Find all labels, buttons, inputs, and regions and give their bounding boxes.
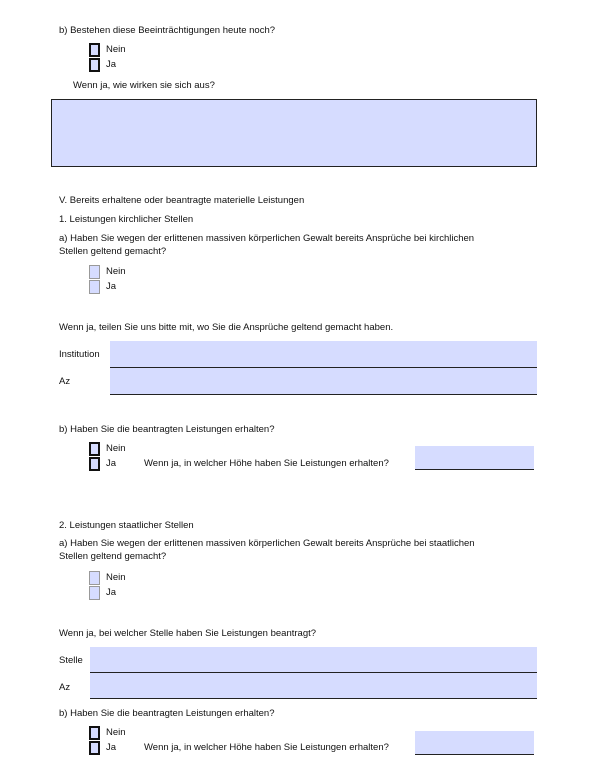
section-v-heading: V. Bereits erhaltene oder beantragte materielle Leistungen: [59, 195, 305, 206]
option-nein-label: Nein: [106, 727, 126, 738]
institution-label: Institution: [59, 349, 100, 360]
question-state-claims-line2: Stellen geltend gemacht?: [59, 551, 167, 562]
az-label: Az: [59, 376, 71, 387]
checkbox-ja[interactable]: [89, 741, 100, 755]
question-state-received: b) Haben Sie die beantragten Leistungen erhalten?: [59, 708, 275, 719]
question-church-claims-line2: Stellen geltend gemacht?: [59, 246, 167, 257]
subsection-state: 2. Leistungen staatlicher Stellen: [59, 520, 194, 531]
checkbox-nein[interactable]: [89, 442, 100, 456]
followup-state-where: Wenn ja, bei welcher Stelle haben Sie Leistungen beantragt?: [59, 628, 317, 639]
question-impairments-persist: b) Bestehen diese Beeinträchtigungen heute noch?: [59, 25, 276, 36]
effects-textarea[interactable]: [51, 99, 537, 167]
option-nein-label: Nein: [106, 443, 126, 454]
option-ja-label: Ja: [106, 742, 117, 753]
checkbox-ja[interactable]: [89, 58, 100, 72]
amount-field[interactable]: [415, 446, 534, 470]
question-state-claims-line1: a) Haben Sie wegen der erlittenen massiven körperlichen Gewalt bereits Ansprüche bei staatlichen: [59, 538, 475, 549]
followup-effects: Wenn ja, wie wirken sie sich aus?: [73, 80, 215, 91]
question-church-claims-line1: a) Haben Sie wegen der erlittenen massiven körperlichen Gewalt bereits Ansprüche bei kirchlichen: [59, 233, 475, 244]
subsection-church: 1. Leistungen kirchlicher Stellen: [59, 214, 194, 225]
option-ja-label: Ja: [106, 281, 117, 292]
amount-field[interactable]: [415, 731, 534, 755]
az-field[interactable]: [110, 368, 537, 395]
checkbox-nein[interactable]: [89, 43, 100, 57]
checkbox-ja[interactable]: [89, 280, 100, 294]
stelle-label: Stelle: [59, 655, 83, 666]
option-ja-label: Ja: [106, 458, 117, 469]
checkbox-ja[interactable]: [89, 457, 100, 471]
stelle-field[interactable]: [90, 647, 537, 673]
option-ja-label: Ja: [106, 59, 117, 70]
checkbox-nein[interactable]: [89, 571, 100, 585]
amount-question: Wenn ja, in welcher Höhe haben Sie Leistungen erhalten?: [144, 742, 389, 753]
option-nein-label: Nein: [106, 572, 126, 583]
option-nein-label: Nein: [106, 44, 126, 55]
az-label: Az: [59, 682, 71, 693]
az-field[interactable]: [90, 673, 537, 699]
question-church-received: b) Haben Sie die beantragten Leistungen erhalten?: [59, 424, 275, 435]
followup-church-where: Wenn ja, teilen Sie uns bitte mit, wo Sie die Ansprüche geltend gemacht haben.: [59, 322, 394, 333]
amount-question: Wenn ja, in welcher Höhe haben Sie Leistungen erhalten?: [144, 458, 389, 469]
institution-field[interactable]: [110, 341, 537, 368]
option-ja-label: Ja: [106, 587, 117, 598]
option-nein-label: Nein: [106, 266, 126, 277]
checkbox-ja[interactable]: [89, 586, 100, 600]
checkbox-nein[interactable]: [89, 726, 100, 740]
checkbox-nein[interactable]: [89, 265, 100, 279]
